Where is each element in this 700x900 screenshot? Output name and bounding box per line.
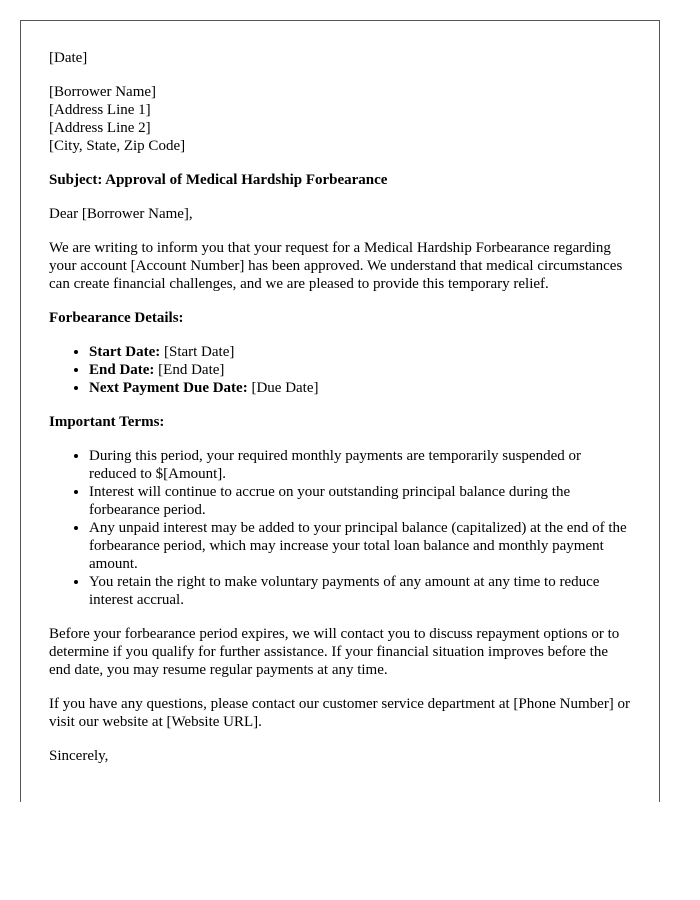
terms-item: • Interest will continue to accrue on your outstanding principal balance during the forbearance period. [89, 483, 631, 519]
letter-salutation: Dear [Borrower Name], [49, 206, 193, 222]
terms-list [49, 447, 631, 609]
details-item-label: Next Payment Due Date: [89, 380, 248, 396]
details-heading: Forbearance Details: [49, 310, 184, 326]
details-list [49, 343, 631, 397]
recipient-address-block [49, 83, 631, 155]
details-item-value: [End Date] [154, 362, 225, 378]
terms-item: • During this period, your required monthly payments are temporarily suspended or reduced to $[Amount]. [89, 447, 631, 483]
terms-item: • Any unpaid interest may be added to your principal balance (capitalized) at the end of the forbearance period, which may increase your total loan balance and monthly payment amount. [89, 519, 631, 573]
details-item-value: [Start Date] [160, 344, 235, 360]
intro-paragraph: We are writing to inform you that your request for a Medical Hardship Forbearance regarding your account [Account Number] has been approved. We understand that medical circumstances can create financial challenges, and we are pleased to provide this temporary relief. [49, 240, 623, 292]
letter-subject: Subject: Approval of Medical Hardship Forbearance [49, 172, 388, 188]
details-item-next-payment-due-date [89, 379, 631, 397]
details-item-value: [Due Date] [247, 380, 319, 396]
details-item-end-date [89, 361, 631, 379]
details-item-label: End Date: [89, 362, 155, 378]
terms-heading: Important Terms: [49, 414, 165, 430]
expiry-paragraph: Before your forbearance period expires, we will contact you to discuss repayment options or to determine if you qualify for further assistance. If your financial situation improves before the end date, you may resume regular payments at any time. [49, 626, 620, 678]
recipient-name: [Borrower Name] [49, 84, 157, 100]
recipient-address-line-2: [Address Line 2] [49, 120, 151, 136]
contact-paragraph: If you have any questions, please contact our customer service department at [Phone Number] or visit our website at [Website URL]. [49, 696, 631, 730]
details-item-start-date [89, 343, 631, 361]
terms-item: • You retain the right to make voluntary payments of any amount at any time to reduce interest accrual. [89, 573, 631, 609]
letter-closing: Sincerely, [49, 748, 109, 764]
letter-page [20, 20, 660, 802]
details-item-label: Start Date: [89, 344, 161, 360]
recipient-city-state-zip: [City, State, Zip Code] [49, 138, 186, 154]
letter-date: [Date] [49, 50, 88, 66]
recipient-address-line-1: [Address Line 1] [49, 102, 151, 118]
